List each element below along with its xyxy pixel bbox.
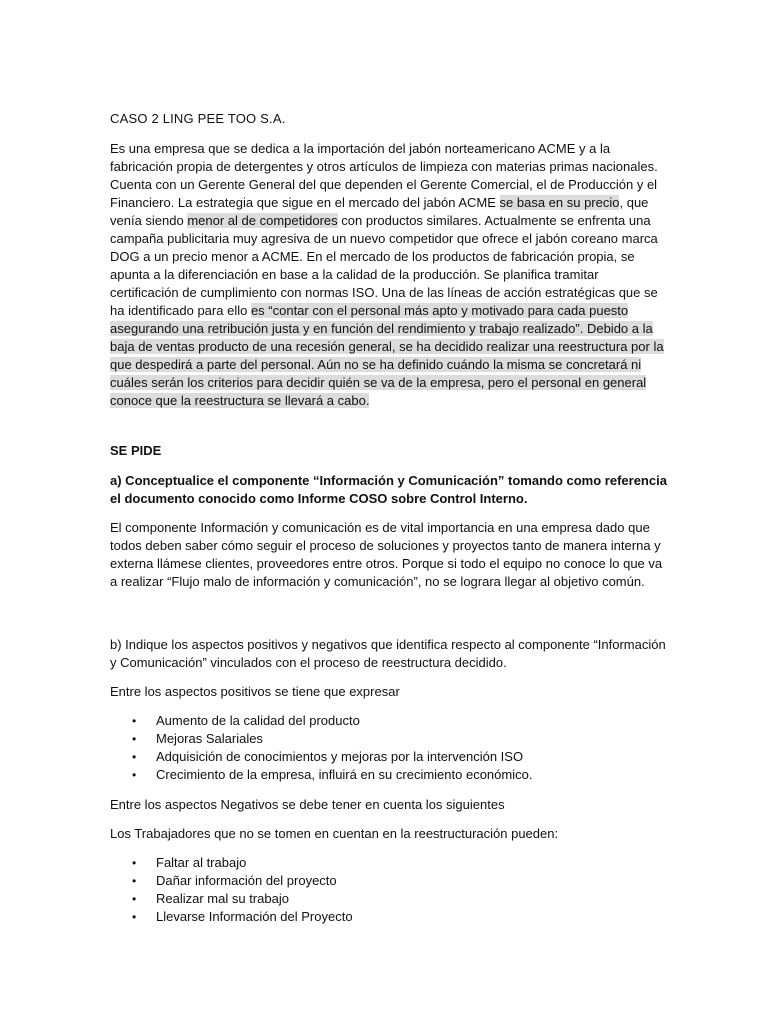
bullet-icon: • <box>132 768 137 782</box>
case-description <box>110 140 668 410</box>
highlight-strategy: es “contar con el personal más apto y motivado para cada puesto asegurando una retribución justa y en función del rendimiento y trabajo realizado”. Debido a la baja de ventas producto de una recesión general, se ha decidido realizar una reestructura por la que despedirá a parte del personal. Aún no se ha definido cuándo la misma se concretará ni cuáles serán los criterios para decidir quién se va de la empresa, pero el personal en general conoce que la reestructura se llevará a cabo. <box>110 303 664 408</box>
list-item-text: Mejoras Salariales <box>156 731 263 746</box>
bullet-icon: • <box>132 892 137 906</box>
case-title: CASO 2 LING PEE TOO S.A. <box>110 111 286 126</box>
highlight-competitors: menor al de competidores <box>187 213 338 228</box>
intro-text-3: con productos similares. Actualmente se enfrenta una campaña publicitaria muy agresiva de un nuevo competidor que ofrece el jabón coreano marca DOG a un precio menor a ACME. En el mercado de los productos de fabricación propia, se apunta a la diferenciación en base a la calidad de la producción. Se planifica tramitar certificación de cumplimiento con normas ISO. Una de las líneas de acción estratégicas que se ha identificado para ello <box>110 213 658 318</box>
list-item <box>132 748 668 766</box>
question-a-prefix: a <box>110 473 118 488</box>
positives-list <box>110 712 668 784</box>
negatives-list <box>110 854 668 926</box>
list-item-text: Faltar al trabajo <box>156 855 247 870</box>
highlight-price: se basa en su precio <box>499 195 620 210</box>
list-item <box>132 908 668 926</box>
list-item <box>132 890 668 908</box>
list-item-text: Llevarse Información del Proyecto <box>156 909 353 924</box>
list-item-text: Crecimiento de la empresa, influirá en su crecimiento económico. <box>156 767 533 782</box>
question-a <box>110 472 668 508</box>
intro-text-2: , que venía siendo <box>110 195 649 228</box>
list-item <box>132 872 668 890</box>
bullet-icon: • <box>132 910 137 924</box>
bullet-icon: • <box>132 874 137 888</box>
positives-intro: Entre los aspectos positivos se tiene que expresar <box>110 684 400 699</box>
bullet-icon: • <box>132 856 137 870</box>
bullet-icon: • <box>132 732 137 746</box>
section-spacer <box>110 602 668 636</box>
bullet-icon: • <box>132 714 137 728</box>
question-b: b) Indique los aspectos positivos y negativos que identifica respecto al componente “Información y Comunicación” vinculados con el proceso de reestructura decidido. <box>110 637 666 670</box>
bullet-icon: • <box>132 750 137 764</box>
list-item <box>132 766 668 784</box>
question-a-text: ) Conceptualice el componente “Información y Comunicación” tomando como referencia el documento conocido como Informe COSO sobre Control Interno. <box>110 473 667 506</box>
answer-a: El componente Información y comunicación es de vital importancia en una empresa dado que todos deben saber cómo seguir el proceso de soluciones y proyectos tanto de manera interna y externa llámese clientes, proveedores entre otros. Porque si todo el equipo no conoce lo que va a realizar “Flujo malo de información y comunicación”, no se lograra llegar al objetivo común. <box>110 520 663 589</box>
list-item-text: Aumento de la calidad del producto <box>156 713 360 728</box>
list-item <box>132 712 668 730</box>
list-item-text: Dañar información del proyecto <box>156 873 337 888</box>
list-item <box>132 730 668 748</box>
list-item <box>132 854 668 872</box>
se-pide-heading: SE PIDE <box>110 443 162 458</box>
list-item-text: Realizar mal su trabajo <box>156 891 289 906</box>
negatives-intro: Entre los aspectos Negativos se debe tener en cuenta los siguientes <box>110 797 505 812</box>
workers-intro: Los Trabajadores que no se tomen en cuentan en la reestructuración pueden: <box>110 826 559 841</box>
intro-text-1: Es una empresa que se dedica a la importación del jabón norteamericano ACME y a la fabricación propia de detergentes y otros artículos de limpieza con materias primas nacionales. Cuenta con un Gerente General del que dependen el Gerente Comercial, el de Producción y el Financiero. La estrategia que sigue en el mercado del jabón ACME <box>110 141 658 210</box>
list-item-text: Adquisición de conocimientos y mejoras por la intervención ISO <box>156 749 524 764</box>
